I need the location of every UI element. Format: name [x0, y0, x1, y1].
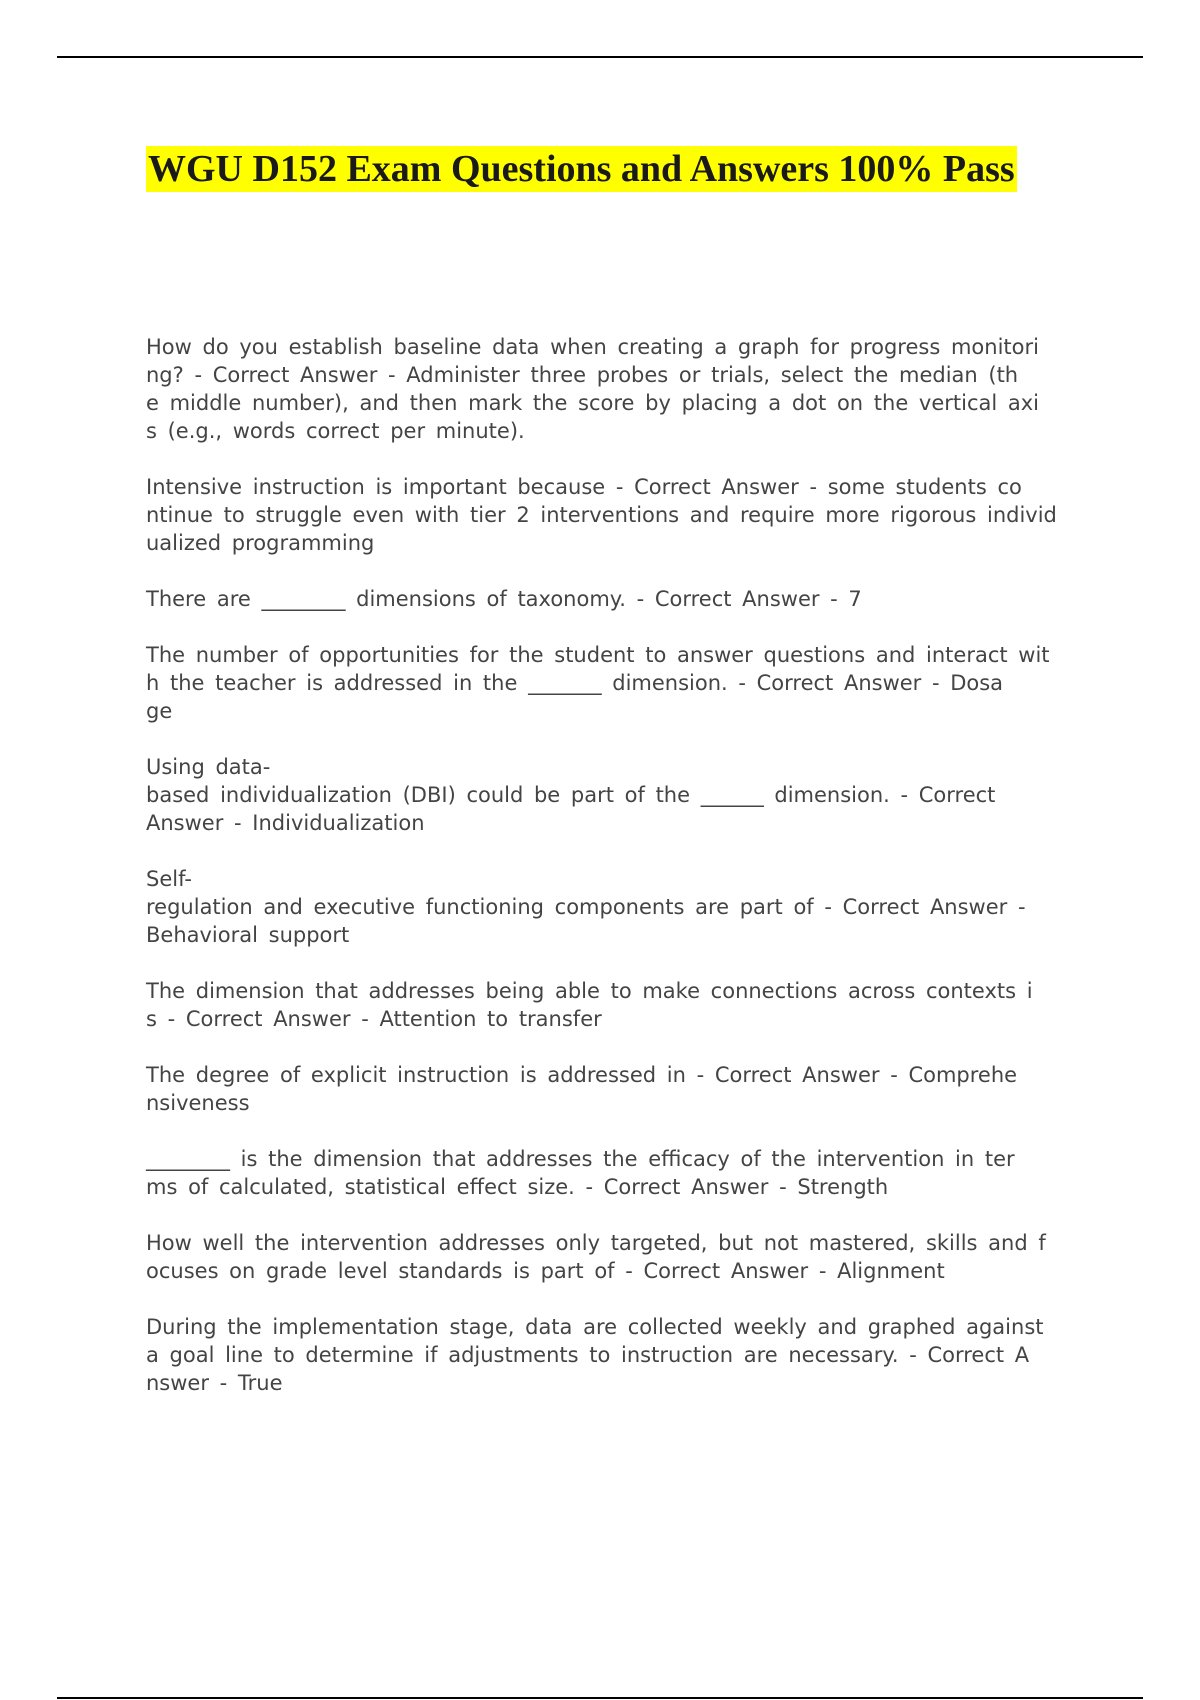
- qa-item: Intensive instruction is important because - Correct Answer - some students co ntinue to struggle even with tier 2 interventions and require more rigorous individ ualized programming: [146, 475, 1057, 555]
- bottom-rule: [57, 1697, 1143, 1699]
- qa-item: ________ is the dimension that addresses the efficacy of the intervention in ter ms of calculated, statistical effect size. - Correct Answer - Strength: [146, 1147, 1015, 1199]
- qa-item: How well the intervention addresses only targeted, but not mastered, skills and f ocuses on grade level standards is part of - Correct Answer - Alignment: [146, 1231, 1046, 1283]
- qa-item: The number of opportunities for the student to answer questions and interact wit h the teacher is addressed in the _______ dimension. - Correct Answer - Dosa ge: [146, 643, 1050, 723]
- qa-item: How do you establish baseline data when creating a graph for progress monitori ng? - Correct Answer - Administer three probes or trials, select the median (th e middle number), and then mark the score by placing a dot on the vertical axi s (e.g., words correct per minute).: [146, 335, 1040, 443]
- qa-item: During the implementation stage, data are collected weekly and graphed against a goal line to determine if adjustments to instruction are necessary. - Correct A nswer - True: [146, 1315, 1044, 1395]
- qa-item: There are ________ dimensions of taxonomy. - Correct Answer - 7: [146, 587, 862, 611]
- qa-item: Using data- based individualization (DBI) could be part of the ______ dimension. - Correct Answer - Individualization: [146, 755, 996, 835]
- qa-item: The degree of explicit instruction is addressed in - Correct Answer - Comprehe nsiveness: [146, 1063, 1018, 1115]
- top-rule: [57, 56, 1143, 58]
- qa-list: [146, 333, 1084, 1425]
- qa-item: The dimension that addresses being able to make connections across contexts i s - Correct Answer - Attention to transfer: [146, 979, 1033, 1031]
- page-title: WGU D152 Exam Questions and Answers 100% Pass: [148, 148, 1015, 190]
- qa-item: Self- regulation and executive functioning components are part of - Correct Answer - Behavioral support: [146, 867, 1026, 947]
